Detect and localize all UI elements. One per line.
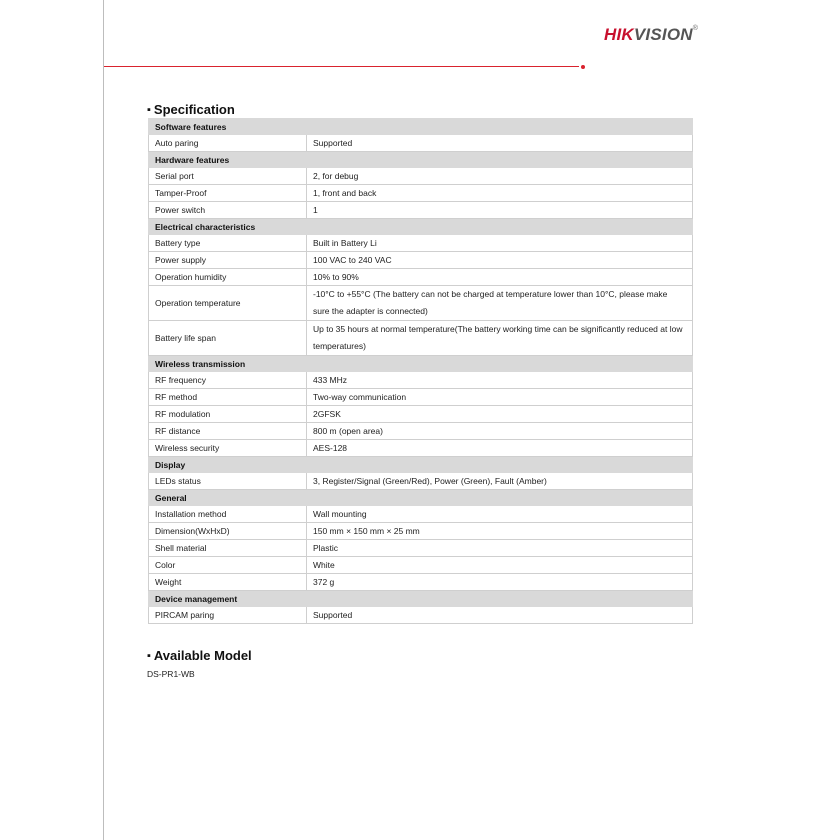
specification-heading: [147, 102, 235, 117]
spec-key: RF frequency: [149, 372, 307, 389]
section-header: Display: [149, 457, 693, 473]
bullet-icon: ▪: [147, 104, 151, 116]
table-row: [149, 473, 693, 490]
spec-key: Dimension(WxHxD): [149, 523, 307, 540]
table-row: [149, 423, 693, 440]
spec-value: 100 VAC to 240 VAC: [307, 252, 693, 269]
table-row: [149, 168, 693, 185]
spec-key: Operation humidity: [149, 269, 307, 286]
table-row: [149, 321, 693, 356]
bullet-icon: ▪: [147, 650, 151, 662]
section-header: Electrical characteristics: [149, 219, 693, 235]
section-header-row: [149, 490, 693, 506]
spec-key: Serial port: [149, 168, 307, 185]
spec-key: Operation temperature: [149, 286, 307, 321]
spec-key: RF method: [149, 389, 307, 406]
spec-value: 433 MHz: [307, 372, 693, 389]
available-model-heading: [147, 648, 252, 663]
logo-vision-text: VISION: [633, 25, 693, 44]
spec-key: LEDs status: [149, 473, 307, 490]
spec-key: Battery type: [149, 235, 307, 252]
table-row: [149, 607, 693, 624]
section-header-row: [149, 591, 693, 607]
table-row: [149, 185, 693, 202]
spec-value: Supported: [307, 135, 693, 152]
table-row: [149, 202, 693, 219]
spec-key: Wireless security: [149, 440, 307, 457]
section-header: Wireless transmission: [149, 356, 693, 372]
spec-value: 10% to 90%: [307, 269, 693, 286]
logo-registered-mark: ®: [692, 25, 699, 32]
spec-value: Plastic: [307, 540, 693, 557]
spec-key: PIRCAM paring: [149, 607, 307, 624]
table-row: [149, 574, 693, 591]
spec-value: Two-way communication: [307, 389, 693, 406]
spec-value: Built in Battery Li: [307, 235, 693, 252]
table-row: [149, 540, 693, 557]
spec-key: RF distance: [149, 423, 307, 440]
table-row: [149, 286, 693, 321]
section-header-row: [149, 356, 693, 372]
spec-key: Battery life span: [149, 321, 307, 356]
section-header-row: [149, 457, 693, 473]
section-header: Device management: [149, 591, 693, 607]
spec-key: Power supply: [149, 252, 307, 269]
section-header-row: [149, 119, 693, 135]
spec-value: 3, Register/Signal (Green/Red), Power (Green), Fault (Amber): [307, 473, 693, 490]
table-row: [149, 523, 693, 540]
available-model-heading-text: Available Model: [153, 648, 252, 663]
spec-value: White: [307, 557, 693, 574]
spec-value: 372 g: [307, 574, 693, 591]
table-row: [149, 235, 693, 252]
spec-key: Tamper-Proof: [149, 185, 307, 202]
spec-key: RF modulation: [149, 406, 307, 423]
spec-key: Color: [149, 557, 307, 574]
section-header: General: [149, 490, 693, 506]
spec-value: -10°C to +55°C (The battery can not be charged at temperature lower than 10°C, please make sure the adapter is connected): [307, 286, 693, 321]
section-header: Software features: [149, 119, 693, 135]
table-row: [149, 269, 693, 286]
table-row: [149, 252, 693, 269]
spec-key: Installation method: [149, 506, 307, 523]
header-red-line: [104, 66, 579, 67]
specification-table: [148, 118, 693, 624]
spec-key: Auto paring: [149, 135, 307, 152]
section-header-row: [149, 219, 693, 235]
spec-value: 2, for debug: [307, 168, 693, 185]
specification-heading-text: Specification: [153, 102, 235, 117]
spec-value: Supported: [307, 607, 693, 624]
table-row: [149, 135, 693, 152]
table-row: [149, 372, 693, 389]
spec-value: 150 mm × 150 mm × 25 mm: [307, 523, 693, 540]
hikvision-logo: [604, 25, 698, 45]
spec-key: Power switch: [149, 202, 307, 219]
page-margin-rule: [103, 0, 104, 840]
table-row: [149, 440, 693, 457]
spec-value: AES-128: [307, 440, 693, 457]
section-header-row: [149, 152, 693, 168]
model-code: DS-PR1-WB: [147, 669, 195, 679]
spec-key: Weight: [149, 574, 307, 591]
spec-key: Shell material: [149, 540, 307, 557]
header-red-dot: [581, 65, 585, 69]
spec-value: Wall mounting: [307, 506, 693, 523]
section-header: Hardware features: [149, 152, 693, 168]
table-row: [149, 506, 693, 523]
spec-value: Up to 35 hours at normal temperature(The battery working time can be significantly reduced at low temperatures): [307, 321, 693, 356]
spec-value: 2GFSK: [307, 406, 693, 423]
spec-value: 800 m (open area): [307, 423, 693, 440]
table-row: [149, 557, 693, 574]
table-row: [149, 389, 693, 406]
logo-hik-text: HIK: [604, 25, 634, 44]
spec-value: 1: [307, 202, 693, 219]
table-row: [149, 406, 693, 423]
spec-value: 1, front and back: [307, 185, 693, 202]
